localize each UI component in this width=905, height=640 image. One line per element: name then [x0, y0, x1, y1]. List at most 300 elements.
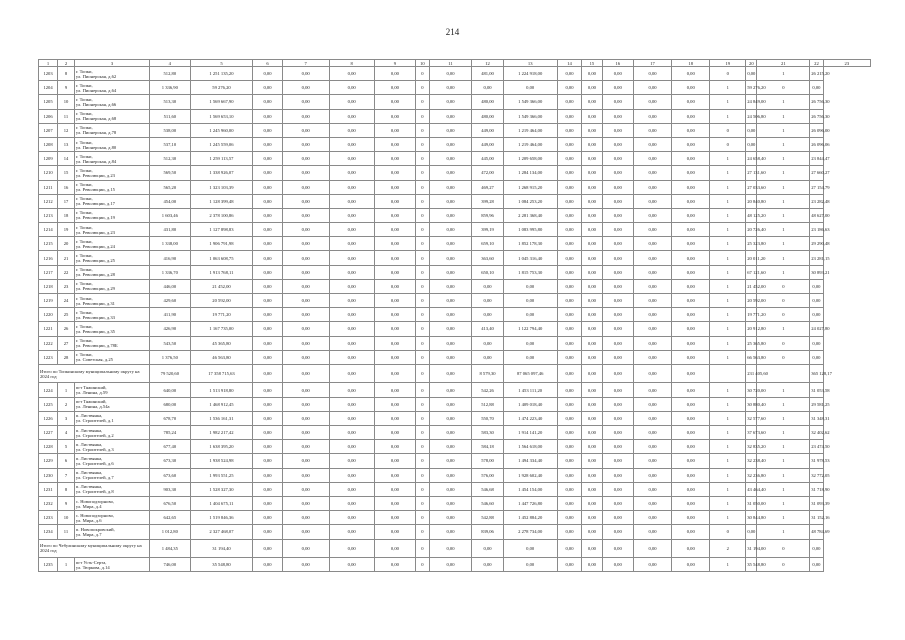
table-cell: 1 259 113,57: [190, 152, 253, 166]
table-cell: 1 336,90: [150, 81, 190, 95]
table-cell: 1 549 366,00: [503, 109, 557, 123]
table-cell: 0,00: [329, 454, 374, 468]
table-cell: 0,00: [810, 350, 823, 364]
table-cell: 30 893,21: [810, 265, 823, 279]
table-cell: 0,00: [582, 308, 602, 322]
table-cell: 578,00: [472, 454, 503, 468]
table-cell: 0,00: [429, 350, 472, 364]
table-cell: 0,00: [672, 322, 710, 336]
table-cell: 0: [416, 208, 429, 222]
table-cell: 25: [58, 308, 75, 322]
table-cell: 0,00: [429, 397, 472, 411]
table-cell: 0: [416, 166, 429, 180]
table-cell: 0,00: [602, 482, 633, 496]
table-cell: 0,00: [282, 166, 329, 180]
table-cell: 431,80: [150, 223, 190, 237]
table-row: [39, 397, 871, 411]
table-cell: 445,00: [472, 152, 503, 166]
table-cell: 6: [58, 454, 75, 468]
table-cell: г. Топки, ул. Революции, д.35: [74, 322, 149, 336]
table-cell: п. Листвянка, ул. Строителей, д.2: [74, 426, 149, 440]
table-cell: 0,00: [672, 539, 710, 558]
table-cell: 0,00: [602, 426, 633, 440]
table-cell: 0: [416, 525, 429, 539]
table-cell: 0,00: [374, 350, 416, 364]
table-cell: 32 236,80: [746, 468, 757, 482]
table-cell: 0,00: [602, 322, 633, 336]
table-cell: 1 484,35: [150, 539, 190, 558]
table-cell: 746,00: [150, 558, 190, 572]
table-cell: 0,00: [557, 426, 582, 440]
table-cell: 565,20: [150, 180, 190, 194]
table-cell: 0,00: [633, 194, 671, 208]
table-cell: 48 627,00: [810, 208, 823, 222]
table-cell: 0,00: [633, 166, 671, 180]
table-cell: 1 852 178,30: [503, 237, 557, 251]
table-cell: 1: [757, 397, 810, 411]
header-cell: 3: [74, 60, 149, 67]
table-cell: 0,00: [633, 397, 671, 411]
table-cell: 0,00: [633, 383, 671, 397]
table-cell: 1 245 559,06: [190, 137, 253, 151]
table-cell: 0,00: [282, 350, 329, 364]
table-cell: 1 569 653,10: [190, 109, 253, 123]
table-row: [39, 137, 871, 151]
table-cell: 10: [58, 95, 75, 109]
table-row: [39, 109, 871, 123]
table-cell: 0,00: [672, 336, 710, 350]
table-cell: 37 673,60: [746, 426, 757, 440]
table-cell: 1: [757, 482, 810, 496]
table-cell: 0: [757, 279, 810, 293]
table-cell: 0,00: [557, 322, 582, 336]
table-cell: 0: [416, 237, 429, 251]
table-cell: 0,00: [582, 265, 602, 279]
table-cell: 0,00: [282, 152, 329, 166]
table-cell: 23 186,63: [810, 223, 823, 237]
table-cell: 17: [58, 194, 75, 208]
table-cell: 0,00: [429, 454, 472, 468]
table-cell: г. Топки, ул. Пионерская, д.64: [74, 81, 149, 95]
table-cell: 0,00: [329, 482, 374, 496]
table-cell: 26 756,30: [810, 109, 823, 123]
table-cell: 0,00: [374, 440, 416, 454]
table-cell: 0,00: [429, 511, 472, 525]
table-cell: 0,00: [374, 208, 416, 222]
table-cell: 0,00: [282, 336, 329, 350]
table-cell: 673,30: [150, 454, 190, 468]
table-row: [39, 482, 871, 496]
table-cell: 0,00: [429, 81, 472, 95]
table-cell: 1 528 327,30: [190, 482, 253, 496]
table-cell: 0,00: [253, 166, 282, 180]
table-cell: 0,00: [429, 440, 472, 454]
table-cell: 0,00: [746, 137, 757, 151]
table-cell: 426,90: [150, 322, 190, 336]
table-cell: 0,00: [557, 81, 582, 95]
table-cell: 0: [416, 223, 429, 237]
table-row: [39, 454, 871, 468]
table-row: [39, 279, 871, 293]
table-cell: 2 281 368,40: [503, 208, 557, 222]
table-cell: 0,00: [672, 279, 710, 293]
table-cell: 20 592,00: [190, 294, 253, 308]
table-cell: 0,00: [602, 350, 633, 364]
table-cell: 0,00: [429, 411, 472, 425]
table-cell: 903,30: [150, 482, 190, 496]
table-cell: 29 581,25: [810, 397, 823, 411]
table-cell: 1 404 675,11: [190, 496, 253, 510]
table-row: [39, 123, 871, 137]
table-cell: 0,00: [633, 294, 671, 308]
table-cell: 0,00: [253, 237, 282, 251]
table-cell: 0,00: [602, 208, 633, 222]
table-cell: 1205: [39, 95, 58, 109]
table-cell: 0: [757, 558, 810, 572]
table-cell: г. Топки, ул. Революции, д.23: [74, 223, 149, 237]
table-cell: 48 784,69: [810, 525, 823, 539]
table-cell: 0,00: [472, 539, 503, 558]
table-cell: 0,00: [374, 95, 416, 109]
table-cell: 1: [710, 251, 746, 265]
table-cell: 26 215,20: [810, 67, 823, 81]
table-cell: 1: [757, 525, 810, 539]
table-cell: 31 194,00: [746, 539, 757, 558]
table-cell: 32 835,20: [746, 440, 757, 454]
table-cell: 1 603,46: [150, 208, 190, 222]
table-cell: г. Топки, ул. Революции, д.17: [74, 194, 149, 208]
table-row: [39, 81, 871, 95]
table-cell: 0: [416, 539, 429, 558]
table-cell: 0: [757, 350, 810, 364]
table-cell: 0,00: [672, 81, 710, 95]
table-cell: 511,60: [150, 109, 190, 123]
table-cell: 27 131,60: [746, 166, 757, 180]
table-cell: 0,00: [282, 265, 329, 279]
table-cell: 0,00: [282, 223, 329, 237]
table-cell: 512,88: [472, 397, 503, 411]
table-cell: 0,00: [329, 511, 374, 525]
table-cell: 363,60: [472, 251, 503, 265]
table-cell: 0,00: [633, 137, 671, 151]
table-cell: 0,00: [329, 383, 374, 397]
table-cell: 0,00: [282, 383, 329, 397]
table-cell: 1: [710, 468, 746, 482]
table-cell: 1 409 018,40: [503, 397, 557, 411]
table-cell: 0,00: [672, 454, 710, 468]
table-cell: 538,00: [150, 123, 190, 137]
table-cell: 0,00: [557, 137, 582, 151]
table-cell: 0,00: [582, 411, 602, 425]
table-cell: 0: [757, 308, 810, 322]
table-cell: 27 154,79: [810, 180, 823, 194]
table-cell: 0,00: [429, 468, 472, 482]
table-cell: 0,00: [582, 180, 602, 194]
header-cell: 4: [150, 60, 190, 67]
table-cell: 0,00: [602, 123, 633, 137]
table-cell: 45 365,80: [190, 336, 253, 350]
table-cell: 0,00: [329, 364, 374, 383]
table-cell: 9: [58, 496, 75, 510]
header-cell: 22: [810, 60, 823, 67]
header-cell: 16: [602, 60, 633, 67]
table-cell: 1 323 103,39: [190, 180, 253, 194]
table-cell: 0,00: [633, 223, 671, 237]
table-cell: 0,00: [253, 95, 282, 109]
table-cell: 680,00: [150, 397, 190, 411]
table-cell: 0,00: [633, 308, 671, 322]
table-cell: 584,18: [472, 440, 503, 454]
table-cell: 0,00: [253, 109, 282, 123]
table-cell: 0,00: [253, 496, 282, 510]
table-cell: 0,00: [282, 251, 329, 265]
table-cell: 0,00: [557, 383, 582, 397]
table-cell: 542,88: [472, 511, 503, 525]
table-cell: 0,00: [672, 364, 710, 383]
table-cell: 0: [416, 482, 429, 496]
table-cell: 1 982 217,42: [190, 426, 253, 440]
table-cell: 0: [416, 123, 429, 137]
table-cell: 0: [757, 539, 810, 558]
table-cell: 11: [58, 525, 75, 539]
table-cell: 0,00: [374, 322, 416, 336]
table-cell: 0,00: [374, 294, 416, 308]
table-cell: 0,00: [253, 137, 282, 151]
table-cell: 0,00: [329, 95, 374, 109]
table-cell: 2: [58, 397, 75, 411]
table-cell: 0,00: [633, 81, 671, 95]
table-cell: 0,00: [282, 279, 329, 293]
table-cell: 0,00: [557, 95, 582, 109]
table-cell: 0,00: [253, 454, 282, 468]
table-cell: 569,50: [150, 166, 190, 180]
table-cell: 0,00: [633, 482, 671, 496]
table-cell: 66 563,80: [746, 350, 757, 364]
table-cell: 22: [58, 265, 75, 279]
table-cell: 1: [757, 137, 810, 151]
table-cell: 29 290,48: [810, 237, 823, 251]
table-cell: 0,00: [582, 383, 602, 397]
table-cell: 1: [757, 237, 810, 251]
table-cell: 0,00: [374, 81, 416, 95]
table-cell: 1 045 316,40: [503, 251, 557, 265]
table-cell: 0,00: [329, 308, 374, 322]
table-cell: 0: [416, 67, 429, 81]
table-cell: 0,00: [672, 440, 710, 454]
table-row: [39, 265, 871, 279]
table-cell: 0,00: [582, 539, 602, 558]
table-cell: 576,00: [472, 468, 503, 482]
table-cell: 1: [710, 152, 746, 166]
table-cell: г. Топки, ул. Революции, д.33: [74, 308, 149, 322]
header-cell: 8: [329, 60, 374, 67]
table-row: [39, 251, 871, 265]
table-row: [39, 308, 871, 322]
table-cell: 0,00: [602, 279, 633, 293]
table-cell: 1 224 918,00: [503, 67, 557, 81]
table-cell: 1213: [39, 208, 58, 222]
table-cell: 1224: [39, 383, 58, 397]
table-cell: 472,00: [472, 166, 503, 180]
table-cell: 0,00: [374, 180, 416, 194]
table-cell: 0,00: [253, 223, 282, 237]
table-cell: 0,00: [329, 109, 374, 123]
table-cell: 27: [58, 336, 75, 350]
table-cell: 0,00: [253, 411, 282, 425]
table-cell: 0,00: [253, 364, 282, 383]
table-cell: 0,00: [672, 123, 710, 137]
table-cell: 0,00: [557, 109, 582, 123]
table-cell: 18: [58, 208, 75, 222]
table-cell: 0,00: [582, 251, 602, 265]
table-cell: 0,00: [374, 336, 416, 350]
table-cell: 15: [58, 166, 75, 180]
table-cell: 1: [710, 511, 746, 525]
table-cell: 0,00: [602, 95, 633, 109]
table-cell: 1: [757, 426, 810, 440]
table-cell: 0,00: [672, 525, 710, 539]
table-cell: 454,00: [150, 194, 190, 208]
table-cell: 673,60: [150, 468, 190, 482]
table-cell: 0: [416, 81, 429, 95]
table-cell: 0,00: [329, 137, 374, 151]
table-cell: г. Топки, ул. Революции, д.25: [74, 251, 149, 265]
table-cell: 543,50: [150, 336, 190, 350]
table-cell: 31 152,16: [810, 511, 823, 525]
table-cell: 1211: [39, 180, 58, 194]
table-cell: 0,00: [282, 81, 329, 95]
table-cell: 0,00: [557, 237, 582, 251]
table-cell: 0,00: [602, 294, 633, 308]
table-cell: г. Топки, ул. Советская, д.25: [74, 350, 149, 364]
header-cell: 1: [39, 60, 58, 67]
table-cell: 0,00: [633, 208, 671, 222]
table-cell: 1: [58, 383, 75, 397]
table-cell: 1212: [39, 194, 58, 208]
table-cell: 0,00: [602, 539, 633, 558]
table-cell: 1: [757, 95, 810, 109]
table-cell: 0,00: [810, 308, 823, 322]
table-cell: 1225: [39, 397, 58, 411]
table-cell: 537,10: [150, 137, 190, 151]
table-cell: г. Топки, ул. Пионерская, д.80: [74, 137, 149, 151]
header-cell: 20: [746, 60, 757, 67]
table-cell: 0,00: [810, 336, 823, 350]
table-cell: 1204: [39, 81, 58, 95]
table-cell: 0,00: [282, 539, 329, 558]
table-cell: 0,00: [429, 166, 472, 180]
table-cell: 0,00: [253, 426, 282, 440]
table-cell: 0,00: [672, 237, 710, 251]
table-cell: 1223: [39, 350, 58, 364]
table-cell: 0,00: [557, 251, 582, 265]
table-cell: 0,00: [374, 308, 416, 322]
table-cell: п. Листвянка, ул. Строителей, д.8: [74, 482, 149, 496]
table-cell: 0,00: [672, 426, 710, 440]
table-cell: 1 513 918,80: [190, 383, 253, 397]
table-cell: 0,00: [282, 308, 329, 322]
table-cell: 0,00: [602, 364, 633, 383]
table-cell: 1 638 395,20: [190, 440, 253, 454]
table-cell: 0,00: [374, 411, 416, 425]
table-cell: пгт Тяжинский, ул. Ленина, д.54а: [74, 397, 149, 411]
table-cell: г. Топки, ул. Пионерская, д.84: [74, 152, 149, 166]
table-cell: 24 506,80: [746, 109, 757, 123]
table-cell: 0,00: [557, 350, 582, 364]
table-cell: 550,70: [472, 411, 503, 425]
table-cell: 0,00: [329, 237, 374, 251]
table-cell: 26: [58, 322, 75, 336]
table-cell: Итого по Топкинскому муниципальному округу на 2024 год: [39, 364, 150, 383]
table-cell: 0,00: [557, 336, 582, 350]
table-row: [39, 336, 871, 350]
table-cell: 0: [416, 95, 429, 109]
table-cell: 1 549 366,00: [503, 95, 557, 109]
table-cell: 0,00: [672, 411, 710, 425]
header-cell: 21: [757, 60, 810, 67]
table-cell: 1 251 135,20: [190, 67, 253, 81]
table-cell: 0,00: [429, 426, 472, 440]
table-cell: 1: [757, 166, 810, 180]
table-cell: 0,00: [329, 223, 374, 237]
table-cell: 0,00: [329, 251, 374, 265]
table-cell: 0,00: [557, 558, 582, 572]
table-cell: 0,00: [374, 237, 416, 251]
table-cell: 21 452,00: [190, 279, 253, 293]
table-cell: 0,00: [633, 558, 671, 572]
table-cell: 0,00: [582, 496, 602, 510]
table-cell: 1 268 915,20: [503, 180, 557, 194]
table-row: [39, 294, 871, 308]
table-row: [39, 426, 871, 440]
table-cell: 1: [757, 123, 810, 137]
table-cell: 0,00: [672, 166, 710, 180]
table-cell: 0,00: [329, 152, 374, 166]
table-cell: 0,00: [557, 525, 582, 539]
table-cell: 0,00: [582, 364, 602, 383]
table-row: [39, 411, 871, 425]
table-row: [39, 180, 871, 194]
table-cell: 0,00: [557, 194, 582, 208]
table-cell: 0: [757, 81, 810, 95]
table-cell: 1 338,00: [150, 237, 190, 251]
table-cell: 0,00: [472, 294, 503, 308]
table-cell: 0,00: [282, 468, 329, 482]
table-cell: 0: [416, 180, 429, 194]
table-cell: п. Листвянка, ул. Строителей, д.3: [74, 440, 149, 454]
table-cell: 0: [710, 67, 746, 81]
table-cell: 0,00: [429, 180, 472, 194]
table-cell: 542,26: [472, 383, 503, 397]
table-cell: 0,00: [557, 440, 582, 454]
table-cell: 1: [710, 440, 746, 454]
table-cell: 27 660,27: [810, 166, 823, 180]
table-cell: 0,00: [503, 336, 557, 350]
table-cell: 0,00: [282, 525, 329, 539]
table-cell: 0,00: [374, 496, 416, 510]
table-cell: 0,00: [810, 539, 823, 558]
table-cell: 0,00: [672, 482, 710, 496]
table-cell: 0,00: [602, 237, 633, 251]
table-cell: г. Топки, ул. Революции, д.28: [74, 265, 149, 279]
table-cell: 1207: [39, 123, 58, 137]
table-cell: 0,00: [429, 558, 472, 572]
table-cell: 0: [416, 454, 429, 468]
table-cell: 1: [710, 383, 746, 397]
table-cell: 0,00: [253, 67, 282, 81]
table-cell: 0,00: [582, 137, 602, 151]
table-row: [39, 511, 871, 525]
